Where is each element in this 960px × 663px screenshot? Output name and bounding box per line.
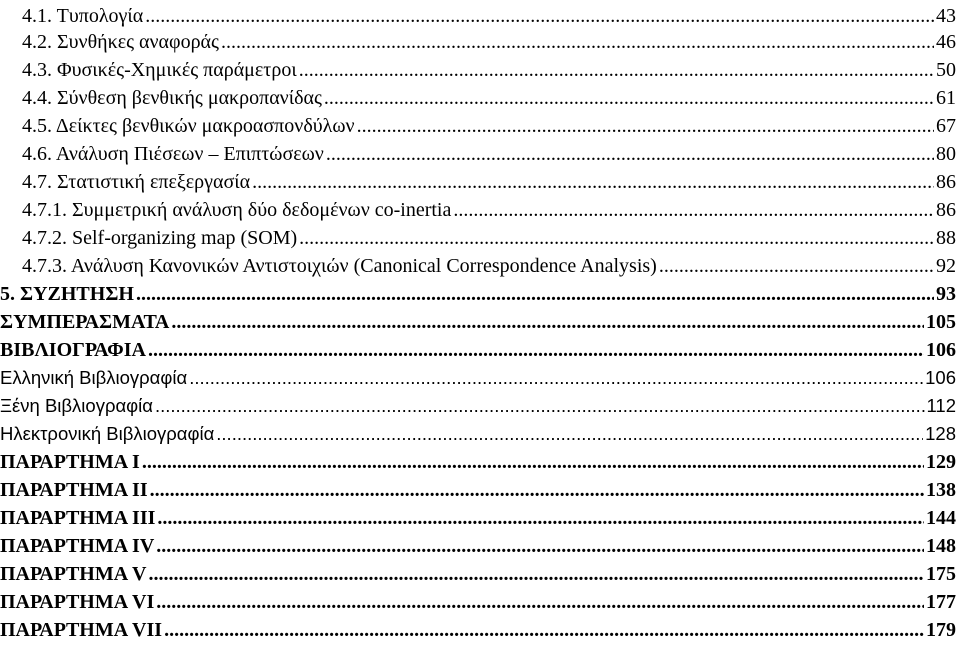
toc-entry-4-7-3[interactable] (0, 252, 960, 280)
toc-entry-title: Ξένη Βιβλιογραφία (0, 395, 153, 416)
toc-entry-page: 92 (936, 255, 956, 277)
toc-entry-4-7-2[interactable] (0, 224, 960, 252)
dot-leader (299, 224, 934, 252)
dot-leader (357, 112, 934, 140)
dot-leader (326, 140, 934, 168)
toc-entry-title: 5. ΣΥΖΗΤΗΣΗ (0, 283, 134, 305)
toc-entry-page: 46 (936, 31, 956, 53)
toc-entry-page: 67 (936, 115, 956, 137)
toc-entry-page: 129 (926, 451, 956, 473)
dot-leader (189, 364, 923, 392)
toc-entry-title: ΠΑΡΑΡΤΗΜΑ ΙV (0, 535, 155, 557)
dot-leader (145, 2, 934, 28)
toc-entry-electronic-bibliography[interactable] (0, 420, 960, 448)
toc-entry-title: ΠΑΡΑΡΤΗΜΑ ΙΙ (0, 479, 148, 501)
toc-entry-title: 4.7.2. Self-organizing map (SOM) (22, 227, 298, 249)
toc-entry-bibliography[interactable] (0, 336, 960, 364)
toc-entry-title: Ελληνική Βιβλιογραφία (0, 367, 188, 388)
dot-leader (221, 28, 934, 56)
toc-entry-title: ΒΙΒΛΙΟΓΡΑΦΙΑ (0, 339, 146, 361)
toc-entry-title: 4.7. Στατιστική επεξεργασία (22, 171, 251, 193)
dot-leader (150, 476, 924, 504)
toc-entry-page: 80 (936, 143, 956, 165)
toc-entry-page: 177 (926, 591, 956, 613)
toc-entry-page: 175 (926, 563, 956, 585)
dot-leader (156, 588, 924, 616)
toc-entry-page: 105 (926, 311, 956, 333)
toc-entry-title: 4.5. Δείκτες βενθικών μακροασπονδύλων (22, 115, 355, 137)
toc-entry-title: 4.6. Ανάλυση Πιέσεων – Επιπτώσεων (22, 143, 324, 165)
toc-entry-title: 4.4. Σύνθεση βενθικής μακροπανίδας (22, 87, 322, 109)
toc-entry-4-6[interactable] (0, 140, 960, 168)
toc-entry-appendix-6[interactable] (0, 588, 960, 616)
toc-entry-4-7[interactable] (0, 168, 960, 196)
dot-leader (324, 84, 934, 112)
toc-entry-page: 61 (936, 87, 956, 109)
toc-entry-title: ΠΑΡΑΡΤΗΜΑ VΙΙ (0, 619, 163, 641)
toc-entry-appendix-7[interactable] (0, 616, 960, 644)
toc-entry-title: Ηλεκτρονική Βιβλιογραφία (0, 423, 215, 444)
dot-leader (252, 168, 934, 196)
dot-leader (156, 532, 924, 560)
dot-leader (155, 392, 925, 420)
toc-entry-page: 93 (936, 283, 956, 305)
dot-leader (142, 448, 924, 476)
toc-entry-page: 43 (936, 5, 956, 27)
toc-entry-4-7-1[interactable] (0, 196, 960, 224)
toc-entry-appendix-3[interactable] (0, 504, 960, 532)
toc-entry-appendix-2[interactable] (0, 476, 960, 504)
toc-entry-page: 138 (926, 479, 956, 501)
toc-entry-5[interactable] (0, 280, 960, 308)
toc-entry-page: 86 (936, 171, 956, 193)
toc-entry-page: 112 (926, 395, 956, 416)
toc-entry-title: 4.2. Συνθήκες αναφοράς (22, 31, 219, 53)
toc-entry-page: 148 (926, 535, 956, 557)
toc-entry-page: 144 (926, 507, 956, 529)
toc-entry-title: 4.1. Τυπολογία (22, 5, 144, 27)
toc-entry-page: 88 (936, 227, 956, 249)
toc-entry-title: 4.7.1. Συμμετρική ανάλυση δύο δεδομένων co-inertia (22, 199, 452, 221)
dot-leader (299, 56, 934, 84)
toc-entry-4-4[interactable] (0, 84, 960, 112)
toc-entry-appendix-4[interactable] (0, 532, 960, 560)
toc-entry-4-2[interactable] (0, 28, 960, 56)
dot-leader (171, 308, 924, 336)
toc-entry-page: 86 (936, 199, 956, 221)
toc-entry-greek-bibliography[interactable] (0, 364, 960, 392)
dot-leader (148, 336, 924, 364)
dot-leader (149, 560, 925, 588)
toc-entry-conclusions[interactable] (0, 308, 960, 336)
toc-entry-page: 106 (926, 339, 956, 361)
dot-leader (164, 616, 924, 644)
toc-entry-title: ΠΑΡΑΡΤΗΜΑ V (0, 563, 147, 585)
dot-leader (453, 196, 934, 224)
toc-entry-title: 4.7.3. Ανάλυση Κανονικών Αντιστοιχιών (Canonical Correspondence Analysis) (22, 255, 657, 277)
toc-entry-title: ΠΑΡΑΡΤΗΜΑ VΙ (0, 591, 155, 613)
toc-entry-title: 4.3. Φυσικές-Χημικές παράμετροι (22, 59, 297, 81)
dot-leader (157, 504, 924, 532)
toc-entry-4-1[interactable] (0, 0, 960, 28)
toc-entry-4-3[interactable] (0, 56, 960, 84)
toc-entry-foreign-bibliography[interactable] (0, 392, 960, 420)
toc-entry-title: ΠΑΡΑΡΤΗΜΑ ΙΙΙ (0, 507, 156, 529)
dot-leader (136, 280, 934, 308)
dot-leader (659, 252, 934, 280)
toc-entry-page: 128 (925, 423, 956, 444)
toc-entry-title: ΣΥΜΠΕΡΑΣΜΑΤΑ (0, 311, 170, 333)
toc-entry-page: 50 (936, 59, 956, 81)
toc-entry-page: 106 (925, 367, 956, 388)
toc-entry-title: ΠΑΡΑΡΤΗΜΑ Ι (0, 451, 140, 473)
toc-entry-page: 179 (926, 619, 956, 641)
toc-entry-appendix-1[interactable] (0, 448, 960, 476)
toc-entry-4-5[interactable] (0, 112, 960, 140)
dot-leader (216, 420, 923, 448)
toc-entry-appendix-5[interactable] (0, 560, 960, 588)
